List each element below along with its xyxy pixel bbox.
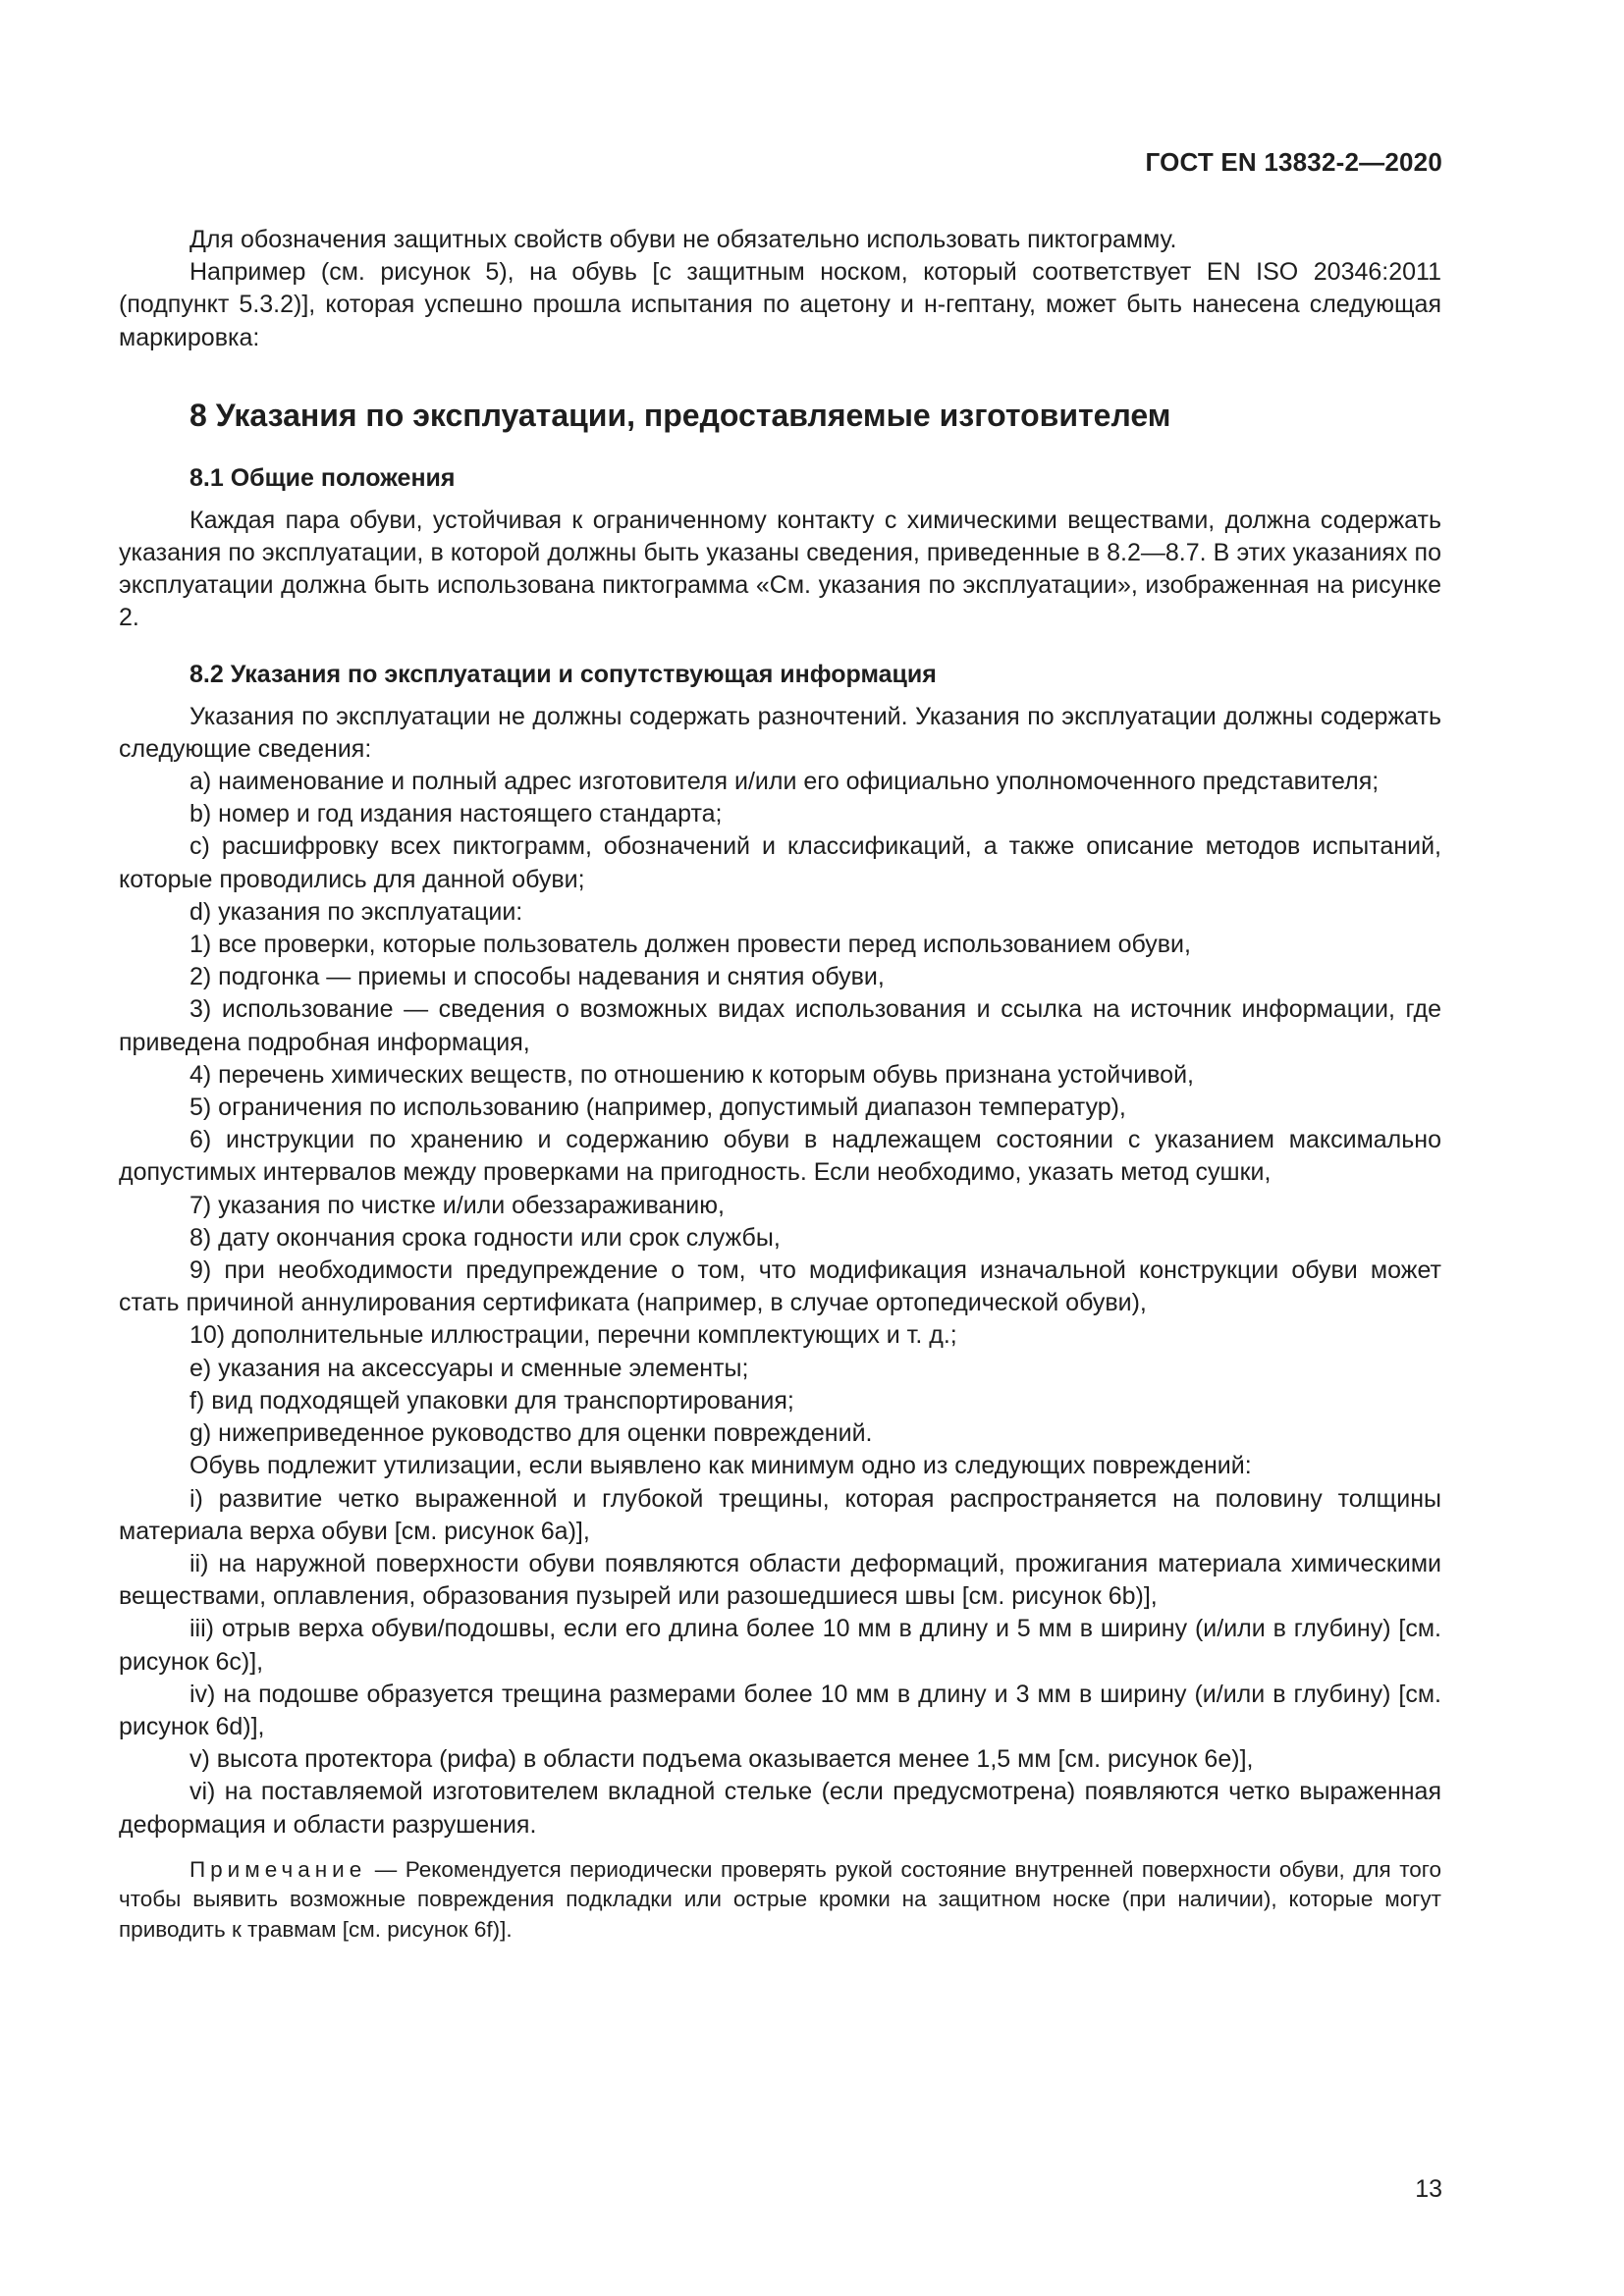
list-item: 8) дату окончания срока годности или срок службы, — [189, 1223, 781, 1252]
list-item: 9) при необходимости предупреждение о том, что модификация изначальной конструкции обуви может стать причиной аннулирования сертификата (например, в случае ортопедической обуви), — [119, 1256, 1441, 1317]
note — [119, 1855, 1441, 1946]
document-id: ГОСТ EN 13832-2—2020 — [1145, 147, 1442, 177]
section-heading: 8 Указания по эксплуатации, предоставляемые изготовителем — [189, 397, 1171, 433]
list-item: 1) все проверки, которые пользователь должен провести перед использованием обуви, — [189, 931, 1191, 959]
list-item: 5) ограничения по использованию (например, допустимый диапазон температур), — [189, 1094, 1126, 1122]
list-item: e) указания на аксессуары и сменные элементы; — [189, 1354, 749, 1382]
list-item: 3) использование — сведения о возможных видах использования и ссылка на источник информации, где приведена подробная информация, — [119, 995, 1441, 1056]
page-number: 13 — [1415, 2175, 1442, 2203]
list-item: 4) перечень химических веществ, по отношению к которым обувь признана устойчивой, — [189, 1060, 1194, 1089]
list-item: ii) на наружной поверхности обуви появляются области деформаций, прожигания материала химическими веществами, оплавления, образования пузырей или разошедшиеся швы [см. рисунок 6b)], — [119, 1549, 1441, 1611]
note-text: — Рекомендуется периодически проверять рукой состояние внутренней поверхности обуви, для того чтобы выявить возможные повреждения подкладки или острые кромки на защитном носке (при наличии), которые могут приводить к травмам [см. рисунок 6f)]. — [119, 1856, 1441, 1942]
subsection-heading: 8.2 Указания по эксплуатации и сопутствующая информация — [189, 660, 937, 688]
list-body — [119, 701, 1441, 1842]
intro-paragraph: Например (см. рисунок 5), на обувь [с защитным носком, который соответствует EN ISO 20346:2011 (подпункт 5.3.2)], которая успешно прошла испытания по ацетону и н-гептану, может быть нанесена следующая маркировка: — [119, 258, 1441, 351]
list-item: iv) на подошве образуется трещина размерами более 10 мм в длину и 3 мм в ширину (и/или в глубину) [см. рисунок 6d)], — [119, 1680, 1441, 1740]
list-item: d) указания по эксплуатации: — [189, 897, 523, 926]
intro-paragraph: Для обозначения защитных свойств обуви не обязательно использовать пиктограмму. — [189, 226, 1177, 253]
list-item: vi) на поставляемой изготовителем вкладной стельке (если предусмотрена) появляются четко выраженная деформация и области разрушения. — [119, 1778, 1441, 1839]
note-label: Примечание — [189, 1856, 367, 1882]
list-item: g) нижеприведенное руководство для оценки повреждений. — [189, 1419, 873, 1448]
list-item: iii) отрыв верха обуви/подошвы, если его длина более 10 мм в длину и 5 мм в ширину (и/или в глубину) [см. рисунок 6c)], — [119, 1615, 1441, 1676]
list-item: a) наименование и полный адрес изготовителя и/или его официально уполномоченного представителя; — [189, 768, 1380, 796]
page-content — [119, 224, 1441, 1945]
list-item: v) высота протектора (рифа) в области подъема оказывается менее 1,5 мм [см. рисунок 6е)], — [189, 1745, 1254, 1774]
list-item: Указания по эксплуатации не должны содержать разночтений. Указания по эксплуатации должны содержать следующие сведения: — [119, 702, 1441, 763]
list-item: c) расшифровку всех пиктограмм, обозначений и классификаций, а также описание методов испытаний, которые проводились для данной обуви; — [119, 832, 1441, 893]
list-item: i) развитие четко выраженной и глубокой трещины, которая распространяется на половину толщины материала верха обуви [см. рисунок 6а)], — [119, 1484, 1441, 1545]
list-item: Обувь подлежит утилизации, если выявлено как минимум одно из следующих повреждений: — [189, 1452, 1252, 1480]
paragraph: Каждая пара обуви, устойчивая к ограниченному контакту с химическими веществами, должна содержать указания по эксплуатации, в которой должны быть указаны сведения, приведенные в 8.2—8.7. В этих указаниях по эксплуатации должна быть использована пиктограмма «См. указания по эксплуатации», изображенная на рисунке 2. — [119, 506, 1441, 632]
list-item: b) номер и год издания настоящего стандарта; — [189, 800, 723, 828]
list-item: f) вид подходящей упаковки для транспортирования; — [189, 1386, 794, 1415]
list-item: 2) подгонка — приемы и способы надевания и снятия обуви, — [189, 963, 885, 991]
list-item: 7) указания по чистке и/или обеззараживанию, — [189, 1191, 725, 1219]
list-item: 6) инструкции по хранению и содержанию обуви в надлежащем состоянии с указанием максимально допустимых интервалов между проверками на пригодность. Если необходимо, указать метод сушки, — [119, 1126, 1441, 1187]
list-item: 10) дополнительные иллюстрации, перечни комплектующих и т. д.; — [189, 1321, 957, 1350]
subsection-heading: 8.1 Общие положения — [189, 463, 456, 492]
